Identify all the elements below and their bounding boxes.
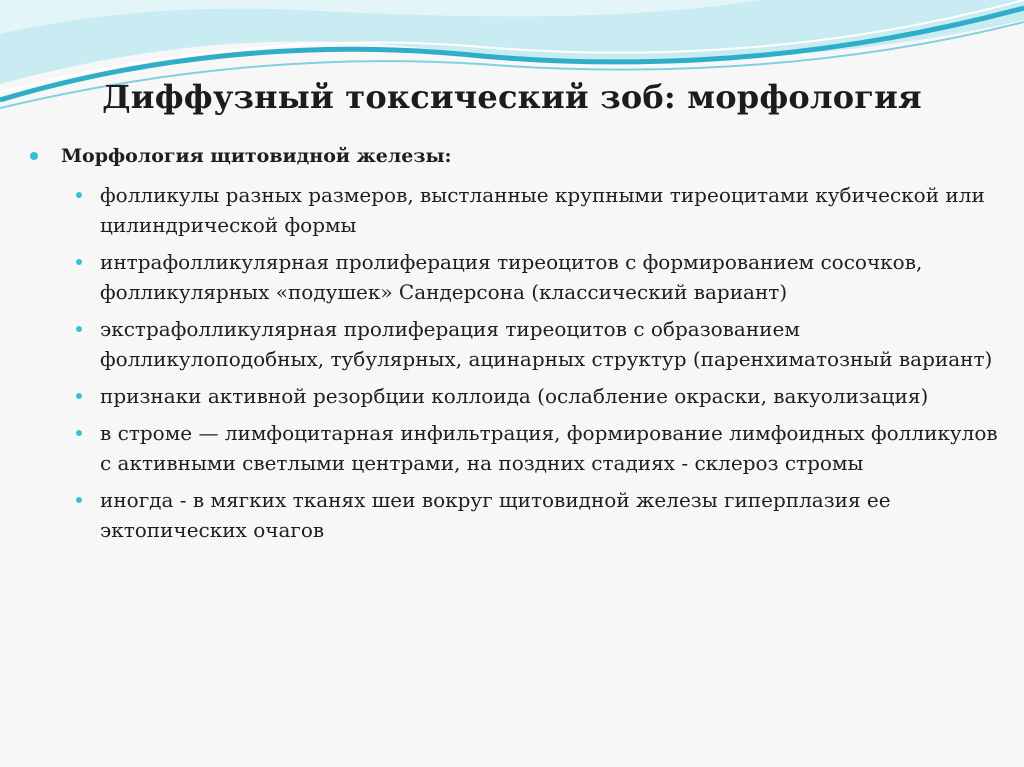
list-item: [28, 314, 998, 374]
list-item: [28, 485, 998, 545]
list-item-text: признаки активной резорбции коллоида (ослабление окраски, вакуолизация): [100, 384, 929, 408]
list-item-text: иногда - в мягких тканях шеи вокруг щитовидной железы гиперплазия ее эктопических очагов: [100, 488, 891, 542]
list-item: [28, 180, 998, 240]
bullet-dot-icon: [76, 326, 82, 332]
list-item: [28, 381, 998, 411]
bullet-dot-icon: [76, 430, 82, 436]
bullet-dot-icon: [76, 192, 82, 198]
list-item-text: в строме — лимфоцитарная инфильтрация, формирование лимфоидных фолликулов с активными светлыми центрами, на поздних стадиях - склероз стромы: [100, 421, 998, 475]
bullet-dot-icon: [30, 152, 38, 160]
bullet-dot-icon: [76, 259, 82, 265]
list-item: [28, 418, 998, 478]
heading-text: Морфология щитовидной железы:: [61, 145, 452, 167]
list-item-text: интрафолликулярная пролиферация тиреоцитов с формированием сосочков, фолликулярных «подушек» Сандерсона (классический вариант): [100, 250, 923, 304]
bullet-dot-icon: [76, 393, 82, 399]
list-item-text: фолликулы разных размеров, выстланные крупными тиреоцитами кубической или цилиндрической формы: [100, 183, 985, 237]
slide-title: Диффузный токсический зоб: морфология: [102, 78, 922, 116]
list-item: [28, 247, 998, 307]
bullet-list: [28, 142, 998, 552]
heading-bullet: [28, 142, 998, 170]
list-item-text: экстрафолликулярная пролиферация тиреоцитов с образованием фолликулоподобных, тубулярных, ацинарных структур (паренхиматозный вариант): [100, 317, 993, 371]
bullet-dot-icon: [76, 497, 82, 503]
